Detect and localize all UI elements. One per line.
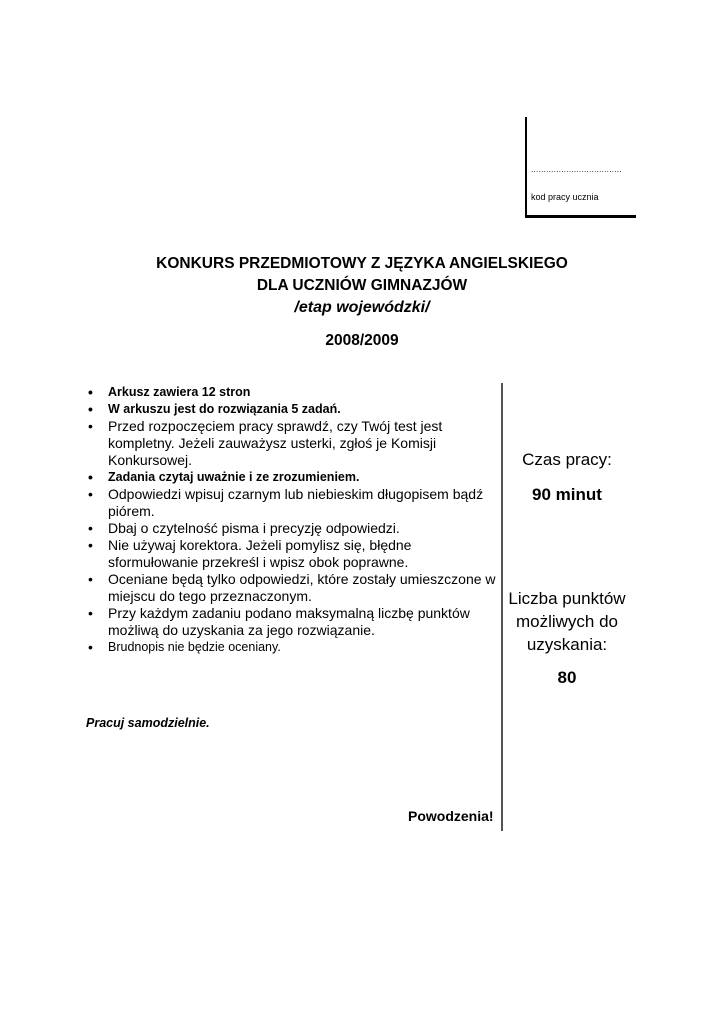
instructions-list [86, 384, 500, 656]
instruction-item: • Zadania czytaj uważnie i ze zrozumieniem. [86, 469, 500, 486]
points-label: Liczba punktów możliwych do uzyskania: [508, 589, 626, 654]
title-line-2: DLA UCZNIÓW GIMNAZJÓW [256, 277, 468, 294]
instruction-item: • Nie używaj korektora. Jeżeli pomylisz się, błędne sformułowanie przekreśl i wpisz obok poprawne. [86, 537, 500, 571]
instruction-item: • Przed rozpoczęciem pracy sprawdź, czy Twój test jest kompletny. Jeżeli zauważysz usterki, zgłoś je Komisji Konkursowej. [86, 418, 500, 469]
time-value: 90 minut [532, 485, 602, 504]
page-title [0, 253, 724, 319]
instruction-item: • Brudnopis nie będzie oceniany. [86, 639, 500, 656]
work-alone-note: Pracuj samodzielnie. [86, 716, 210, 730]
good-luck-note: Powodzenia! [408, 808, 494, 824]
student-code-label: kod pracy ucznia [531, 192, 599, 202]
instruction-item: • W arkuszu jest do rozwiązania 5 zadań. [86, 401, 500, 418]
school-year: 2008/2009 [325, 332, 399, 349]
instruction-item: • Odpowiedzi wpisuj czarnym lub niebieskim długopisem bądź piórem. [86, 486, 500, 520]
instruction-item: • Dbaj o czytelność pisma i precyzję odpowiedzi. [86, 520, 500, 537]
student-code-blank: .................................... [531, 165, 622, 174]
instruction-item: • Arkusz zawiera 12 stron [86, 384, 500, 401]
instruction-item: • Oceniane będą tylko odpowiedzi, które zostały umieszczone w miejscu do tego przeznaczonym. [86, 571, 500, 605]
title-stage: /etap wojewódzki/ [294, 299, 430, 316]
points-value: 80 [557, 668, 577, 687]
time-label: Czas pracy: [522, 450, 612, 469]
student-code-box [525, 117, 636, 218]
instruction-item: • Przy każdym zadaniu podano maksymalną liczbę punktów możliwą do uzyskania za jego rozwiązanie. [86, 605, 500, 639]
title-line-1: KONKURS PRZEDMIOTOWY Z JĘZYKA ANGIELSKIEGO [156, 255, 568, 272]
